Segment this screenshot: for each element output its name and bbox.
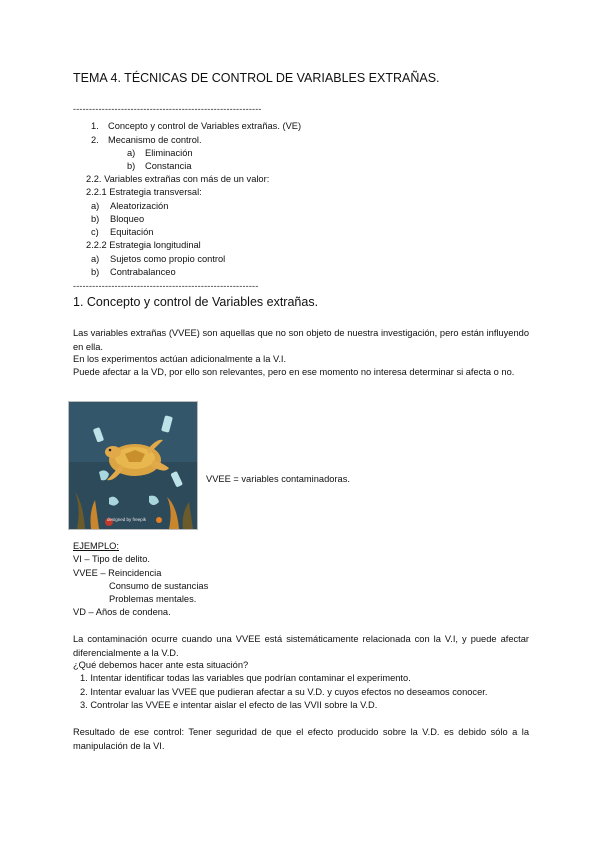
turtle-plastic-illustration xyxy=(68,401,198,530)
toc-subitem: a) xyxy=(127,148,136,158)
toc-subitem: c) xyxy=(91,227,99,237)
toc-subitem-label: Constancia xyxy=(145,161,192,171)
toc-subitem: b) xyxy=(91,267,100,277)
example-line: VD – Años de condena. xyxy=(73,607,171,617)
toc-item-label: Mecanismo de control. xyxy=(108,135,202,145)
toc-subitem-label: Equitación xyxy=(110,227,154,237)
image-caption: VVEE = variables contaminadoras. xyxy=(206,474,350,484)
paragraph: En los experimentos actúan adicionalmente a la V.I. xyxy=(73,354,287,364)
example-line: Problemas mentales. xyxy=(109,594,197,604)
question: ¿Qué debemos hacer ante esta situación? xyxy=(73,660,249,670)
toc-subitem-label: Eliminación xyxy=(145,148,193,158)
toc-item-label: Concepto y control de Variables extrañas. (VE) xyxy=(108,121,302,131)
paragraph: Las variables extrañas (VVEE) son aquellas que no son objeto de nuestra investigación, pero están influyendo en ella. xyxy=(73,328,529,352)
toc-subitem-label: Contrabalanceo xyxy=(110,267,176,277)
toc-item-label: 2.2.2 Estrategia longitudinal xyxy=(86,240,201,250)
paragraph: Puede afectar a la VD, por ello son relevantes, pero en ese momento no interesa determinar si afecta o no. xyxy=(73,367,515,377)
toc-subitem: b) xyxy=(91,214,100,224)
separator-top: ----------------------------------------------------------- xyxy=(73,104,262,114)
list-item: 2. Intentar evaluar las VVEE que pudieran afectar a su V.D. y cuyos efectos no deseamos conocer. xyxy=(80,687,488,697)
toc-item: 2. xyxy=(91,135,99,145)
toc-subitem-label: Aleatorización xyxy=(110,201,169,211)
separator-bottom: ---------------------------------------------------------- xyxy=(73,281,259,291)
section-title: 1. Concepto y control de Variables extrañas. xyxy=(73,295,319,309)
toc-subitem-label: Sujetos como propio control xyxy=(110,254,226,264)
toc-item-label: 2.2.1 Estrategia transversal: xyxy=(86,187,202,197)
paragraph: Resultado de ese control: Tener seguridad de que el efecto producido sobre la V.D. es debido sólo a la manipulación de la VI. xyxy=(73,727,529,751)
example-line: VVEE – Reincidencia xyxy=(73,568,162,578)
toc-item-label: 2.2. Variables extrañas con más de un valor: xyxy=(86,174,270,184)
example-line: VI – Tipo de delito. xyxy=(73,554,151,564)
toc-subitem: a) xyxy=(91,254,100,264)
page-title: TEMA 4. TÉCNICAS DE CONTROL DE VARIABLES EXTRAÑAS. xyxy=(73,71,440,85)
toc-subitem: a) xyxy=(91,201,100,211)
list-item: 1. Intentar identificar todas las variables que podrían contaminar el experimento. xyxy=(80,673,411,683)
list-item: 3. Controlar las VVEE e intentar aislar el efecto de las VVII sobre la V.D. xyxy=(80,700,378,710)
image-watermark: designed by freepik xyxy=(107,517,147,522)
paragraph: La contaminación ocurre cuando una VVEE está sistemáticamente relacionada con la V.I, y puede afectar diferencialmente a la V.D. xyxy=(73,634,529,658)
example-line: Consumo de sustancias xyxy=(109,581,209,591)
toc-subitem: b) xyxy=(127,161,136,171)
toc-subitem-label: Bloqueo xyxy=(110,214,145,224)
ocean-pollution-image xyxy=(69,402,197,529)
example-heading: EJEMPLO: xyxy=(73,541,119,551)
toc-item: 1. xyxy=(91,121,99,131)
